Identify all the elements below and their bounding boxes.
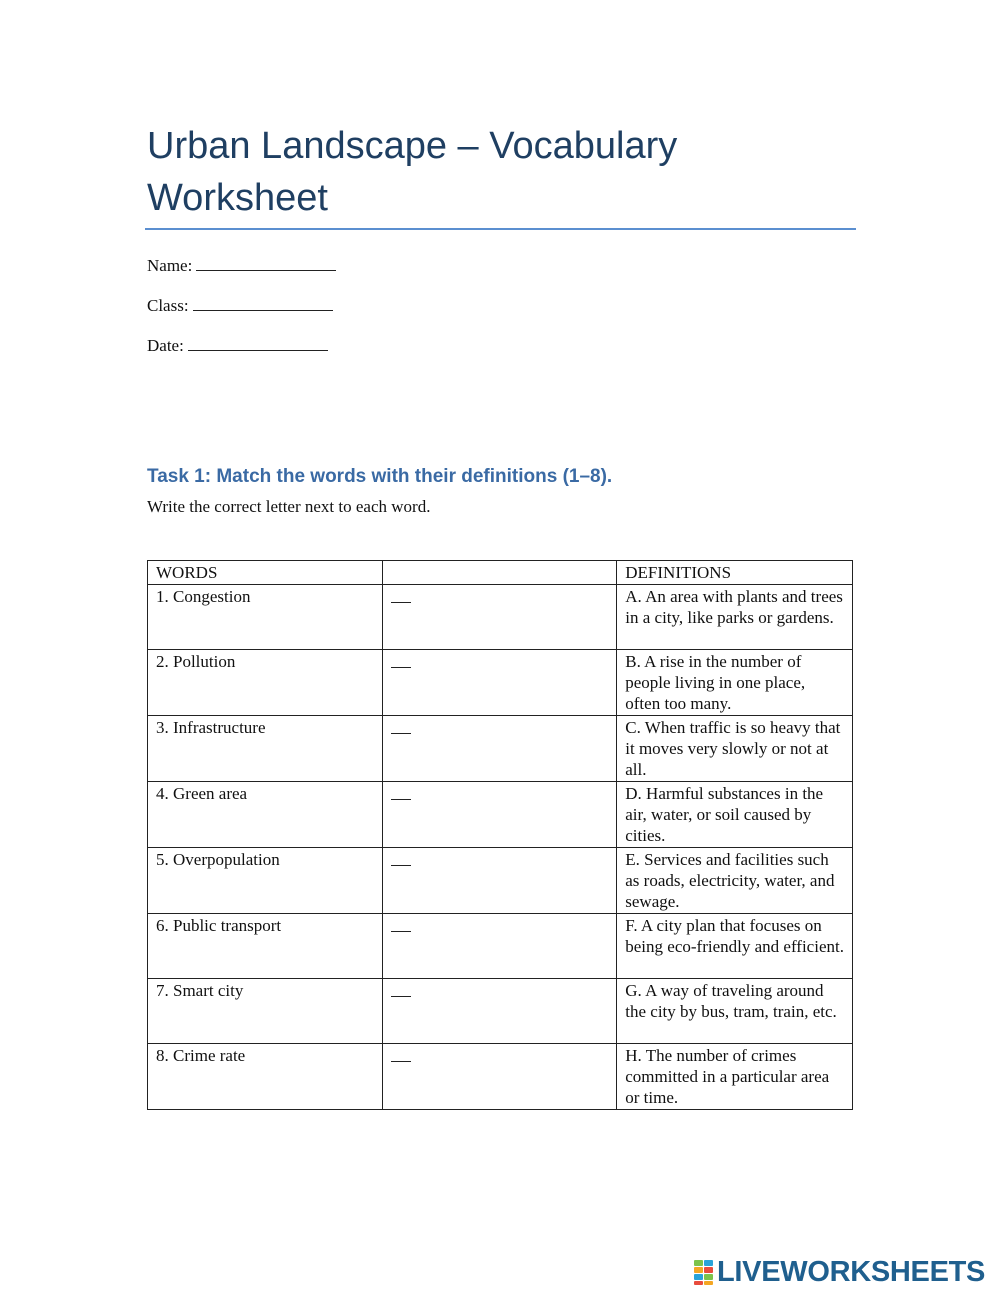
title-divider — [145, 228, 856, 230]
word-cell: 7. Smart city — [148, 979, 383, 1044]
header-words: WORDS — [148, 561, 383, 585]
word-cell: 1. Congestion — [148, 585, 383, 650]
table-row — [148, 979, 853, 1044]
header-definitions: DEFINITIONS — [617, 561, 853, 585]
answer-blank[interactable] — [391, 851, 411, 866]
definition-cell: B. A rise in the number of people living in one place, often too many. — [617, 650, 853, 716]
class-blank[interactable] — [193, 296, 333, 311]
class-field — [147, 296, 333, 316]
answer-blank[interactable] — [391, 785, 411, 800]
word-cell: 2. Pollution — [148, 650, 383, 716]
answer-blank[interactable] — [391, 653, 411, 668]
answer-blank[interactable] — [391, 917, 411, 932]
answer-blank[interactable] — [391, 1047, 411, 1062]
table-row — [148, 914, 853, 979]
answer-cell — [382, 650, 617, 716]
answer-cell — [382, 1044, 617, 1110]
answer-blank[interactable] — [391, 982, 411, 997]
definition-cell: C. When traffic is so heavy that it moves very slowly or not at all. — [617, 716, 853, 782]
table-row — [148, 1044, 853, 1110]
definition-cell: H. The number of crimes committed in a particular area or time. — [617, 1044, 853, 1110]
name-field — [147, 256, 336, 276]
table-header-row — [148, 561, 853, 585]
word-cell: 3. Infrastructure — [148, 716, 383, 782]
definition-cell: A. An area with plants and trees in a city, like parks or gardens. — [617, 585, 853, 650]
table-row — [148, 848, 853, 914]
task1-heading: Task 1: Match the words with their definitions (1–8). — [147, 466, 613, 487]
answer-blank[interactable] — [391, 719, 411, 734]
answer-cell — [382, 848, 617, 914]
name-label: Name: — [147, 256, 193, 275]
answer-cell — [382, 914, 617, 979]
date-field — [147, 336, 328, 356]
date-label: Date: — [147, 336, 184, 355]
table-row — [148, 650, 853, 716]
table-row — [148, 782, 853, 848]
definition-cell: F. A city plan that focuses on being eco-friendly and efficient. — [617, 914, 853, 979]
table-row — [148, 585, 853, 650]
vocabulary-table — [147, 560, 853, 1110]
header-answer — [382, 561, 617, 585]
liveworksheets-logo — [694, 1256, 985, 1289]
word-cell: 6. Public transport — [148, 914, 383, 979]
answer-cell — [382, 585, 617, 650]
table-row — [148, 716, 853, 782]
answer-cell — [382, 782, 617, 848]
definition-cell: G. A way of traveling around the city by bus, tram, train, etc. — [617, 979, 853, 1044]
word-cell: 5. Overpopulation — [148, 848, 383, 914]
answer-cell — [382, 716, 617, 782]
word-cell: 8. Crime rate — [148, 1044, 383, 1110]
answer-blank[interactable] — [391, 588, 411, 603]
class-label: Class: — [147, 296, 189, 315]
word-cell: 4. Green area — [148, 782, 383, 848]
definition-cell: E. Services and facilities such as roads, electricity, water, and sewage. — [617, 848, 853, 914]
liveworksheets-logo-text: LIVEWORKSHEETS — [717, 1256, 986, 1288]
name-blank[interactable] — [196, 256, 336, 271]
liveworksheets-logo-icon — [694, 1260, 714, 1286]
answer-cell — [382, 979, 617, 1044]
page-title: Urban Landscape – Vocabulary Worksheet — [147, 125, 678, 219]
definition-cell: D. Harmful substances in the air, water, or soil caused by cities. — [617, 782, 853, 848]
date-blank[interactable] — [188, 336, 328, 351]
task1-instruction: Write the correct letter next to each word. — [147, 497, 431, 516]
